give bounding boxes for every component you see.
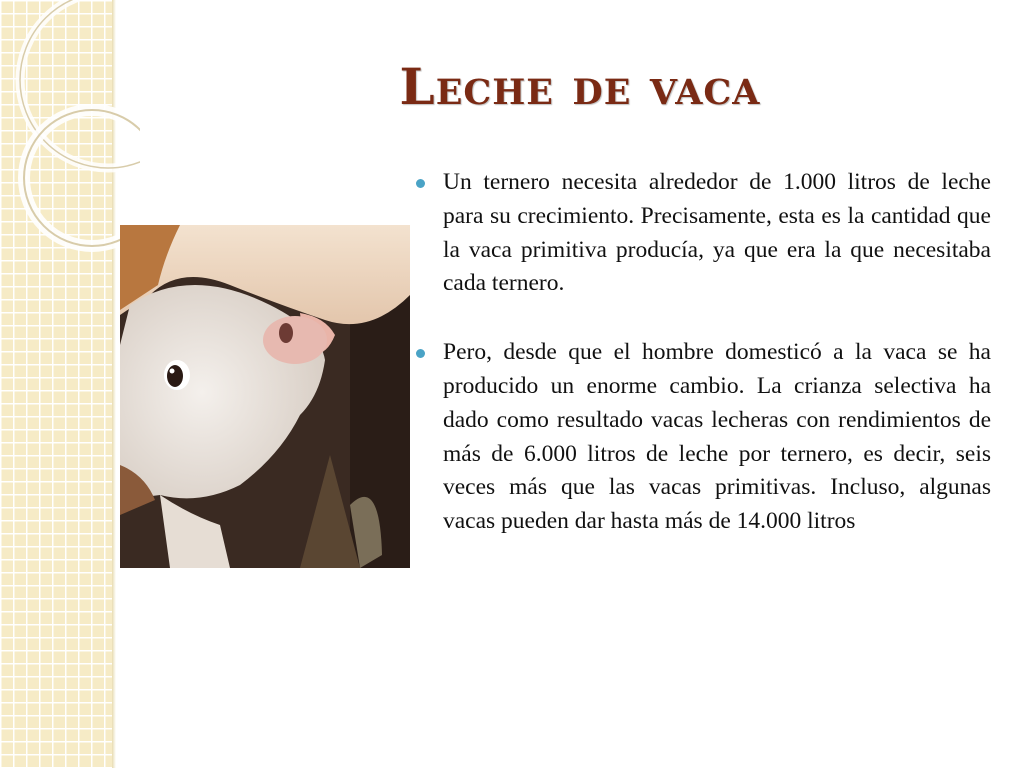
bullet-list (443, 166, 991, 539)
decorative-rings-icon (0, 0, 140, 260)
calf-photo (120, 225, 410, 568)
calf-photo-icon (120, 225, 410, 568)
bullet-text: Un ternero necesita alrededor de 1.000 litros de leche para su crecimiento. Precisamente, esta es la cantidad que la vaca primitiva producía, ya que era la que necesitaba cada ternero. (443, 169, 991, 297)
bullet-dot-icon (416, 179, 425, 188)
bullet-text: Pero, desde que el hombre domesticó a la vaca se ha producido un enorme cambio. La crianza selectiva ha dado como resultado vacas lecheras con rendimientos de más de 6.000 litros de leche por ternero, es decir, seis veces más que las vacas primitivas. Incluso, algunas vacas pueden dar hasta más de 14.000 litros (443, 339, 991, 535)
bullet-item (443, 166, 991, 301)
bullet-item (443, 336, 991, 539)
bullet-dot-icon (416, 349, 425, 358)
slide-title: Leche de vaca (399, 57, 761, 116)
